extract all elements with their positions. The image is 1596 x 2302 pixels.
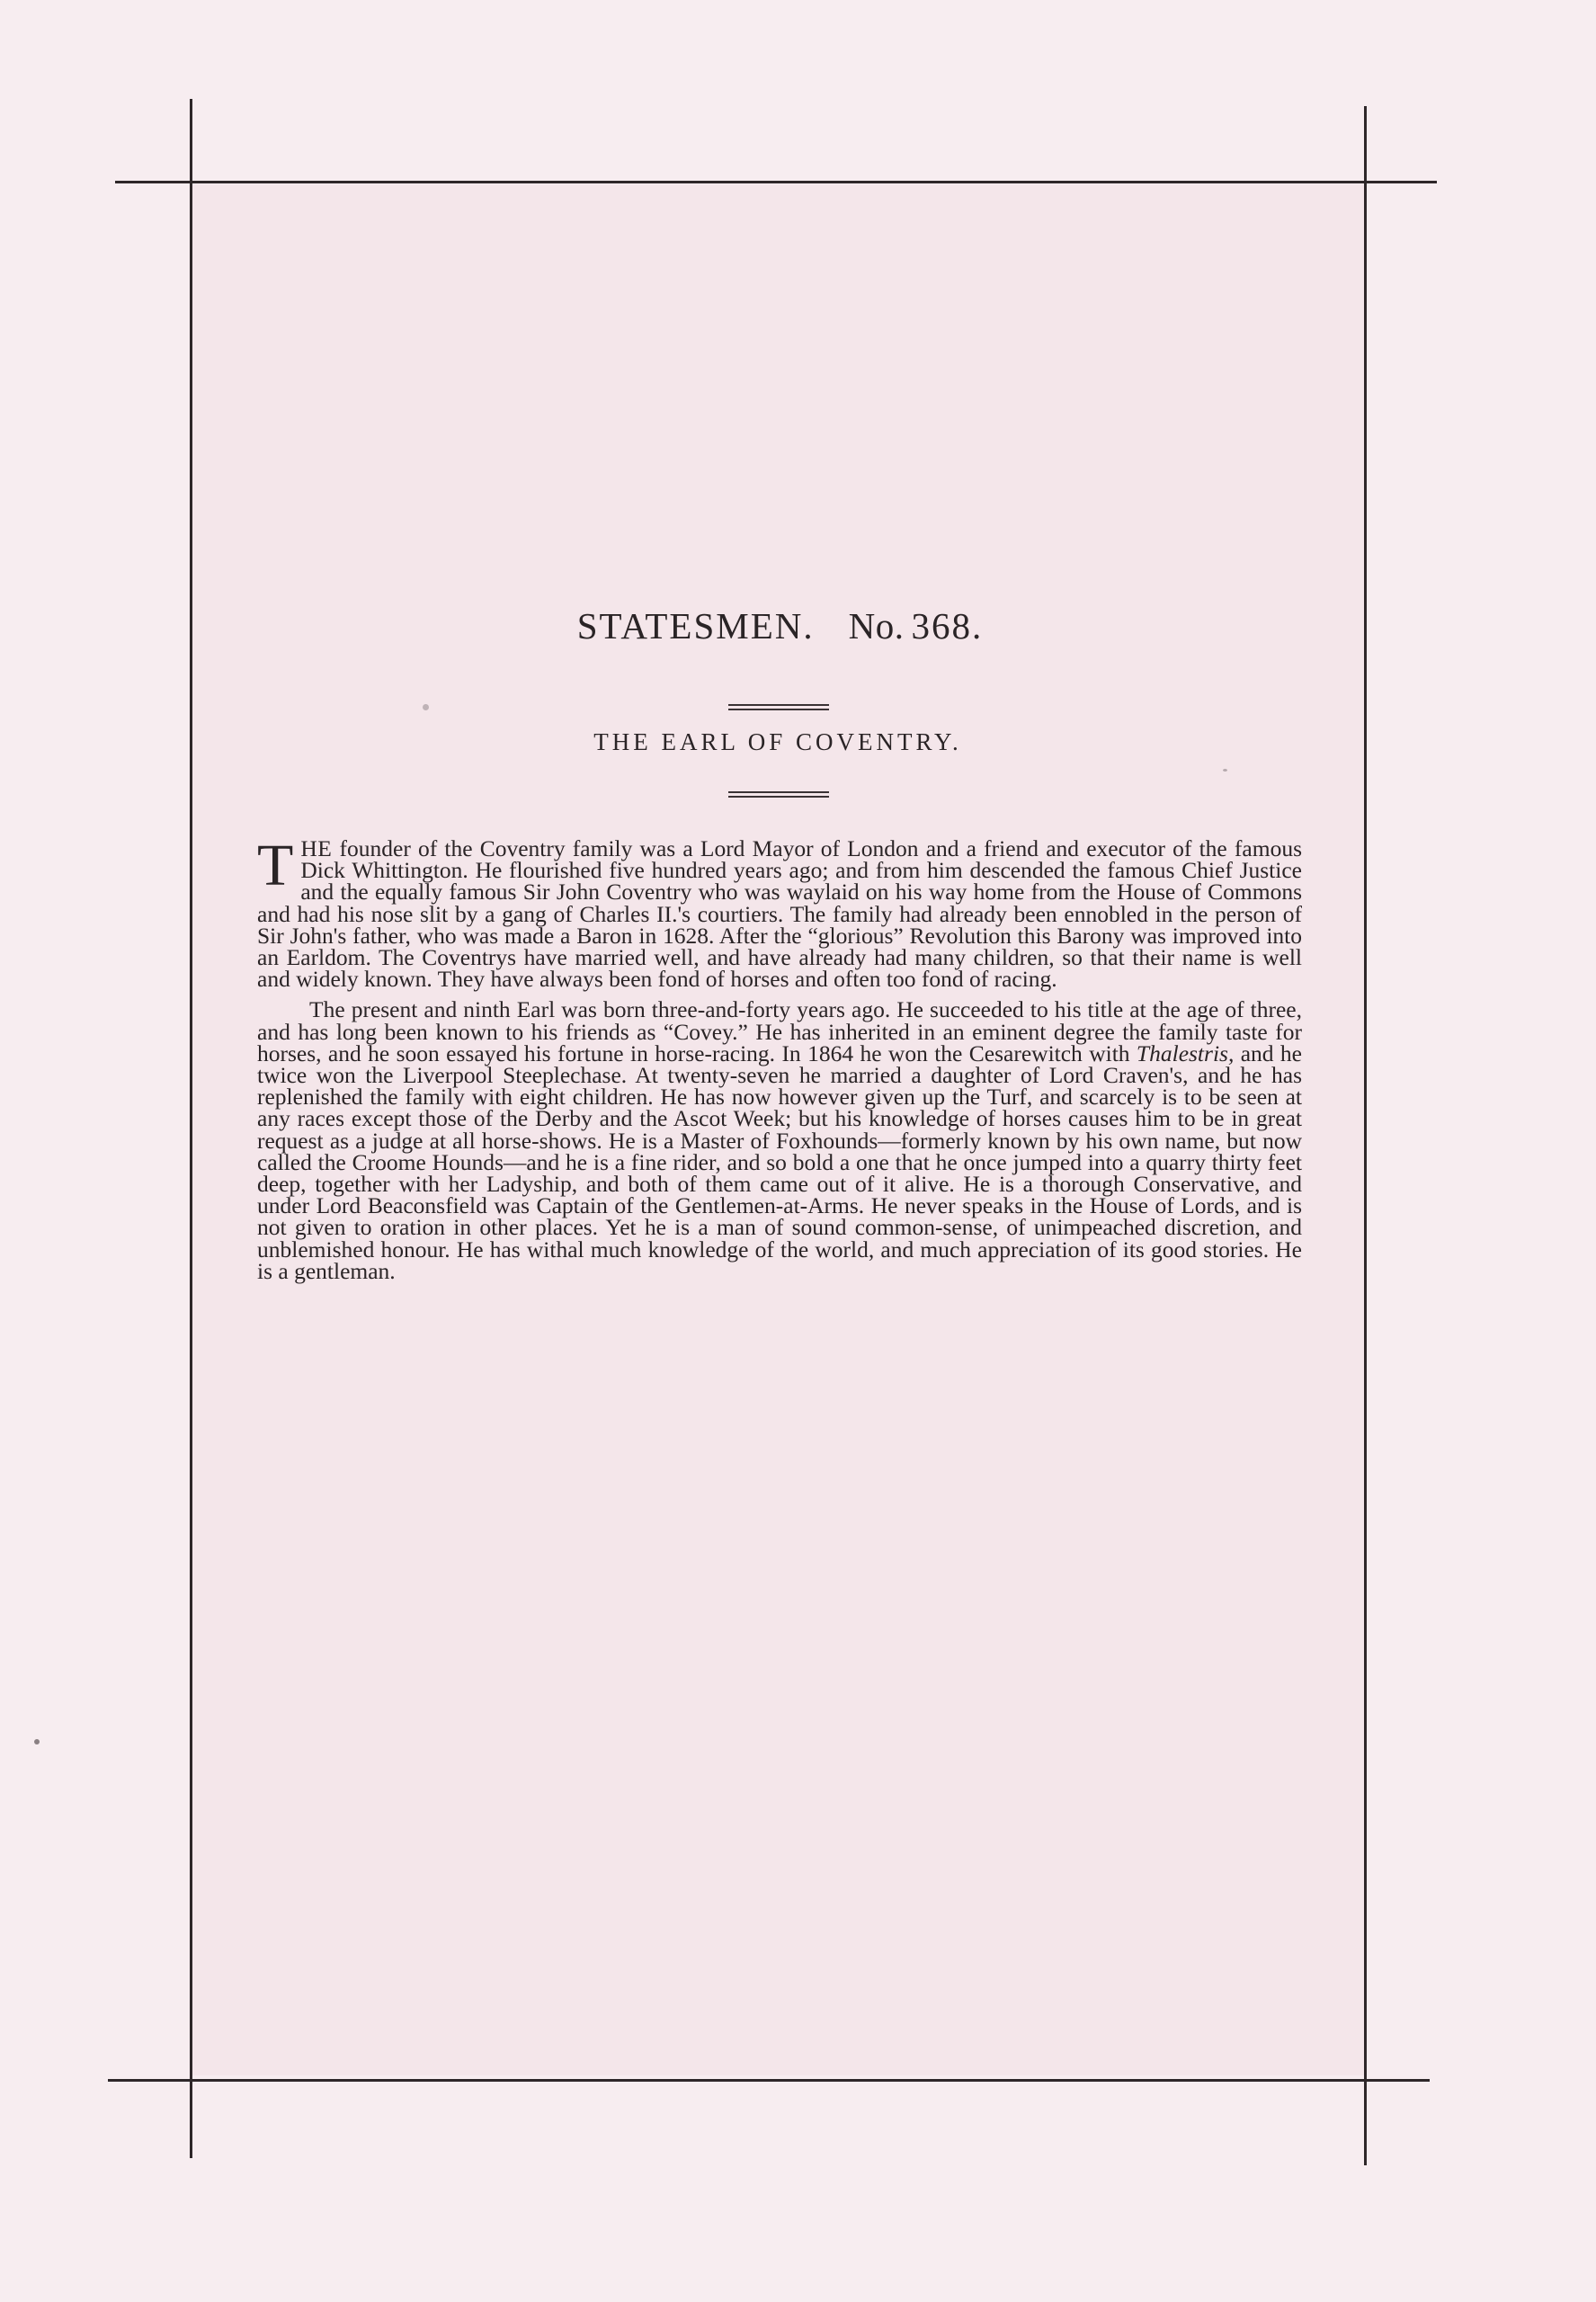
- title-divider: [728, 704, 829, 710]
- paragraph-2: [257, 996, 1302, 1284]
- page-title: [0, 604, 1560, 647]
- paragraph-1: [257, 833, 1302, 993]
- horse-name: Thalestris,: [1136, 1039, 1235, 1066]
- drop-cap: T: [257, 833, 294, 898]
- page-subtitle: THE EARL OF COVENTRY.: [593, 728, 962, 755]
- paragraph-2-text-a: The present and ninth Earl was born three-and-forty years ago. He succeeded to his title at the age of three, and has long been known to his friends as “Covey.” He has inherited in an eminent degree the family taste for horses, and he soon essayed his fortune in horse-racing. In 1864 he won the Cesarewitch with: [257, 996, 1302, 1066]
- paragraph-1-text: founder of the Coventry family was a Lord Mayor of London and a friend and executor of the famous Dick Whittington. He flourished five hundred years ago; and from him descended the famous Chief Justice and the equally famous Sir John Coventry who was waylaid on his way home from the House of Commons and had his nose slit by a gang of Charles II.'s courtiers. The family had already been ennobled in the person of Sir John's father, who was made a Baron in 1628. After the “glorious” Revolution this Barony was improved into an Earldom. The Coventrys have married well, and have already had many children, so that their name is well and widely known. They have always been fond of horses and often too fond of racing.: [257, 835, 1302, 993]
- series-title: STATESMEN.: [576, 605, 815, 647]
- first-word: HE: [300, 835, 333, 861]
- article-body: [257, 833, 1302, 1284]
- frame-bottom-rule: [108, 2079, 1430, 2082]
- number-value: 368.: [911, 605, 984, 647]
- frame-left-rule: [190, 99, 192, 2158]
- paper-speck: [423, 704, 429, 710]
- frame-top-rule: [115, 181, 1437, 183]
- number-label: No.: [848, 605, 905, 647]
- frame-right-rule: [1364, 106, 1367, 2165]
- paper-speck: [1223, 769, 1227, 772]
- paragraph-2-text-b: and he twice won the Liverpool Steeplechase. At twenty-seven he married a daughter of Lord Craven's, and he has replenished the family with eight children. He has now however given up the Turf, and scarcely is to be seen at any races except those of the Derby and the Ascot Week; but his knowledge of horses causes him to be in great request as a judge at all horse-shows. He is a Master of Foxhounds—formerly known by his own name, but now called the Croome Hounds—and he is a fine rider, and so bold a one that he once jumped into a quarry thirty feet deep, together with her Ladyship, and both of them came out of it alive. He is a thorough Conservative, and under Lord Beaconsfield was Captain of the Gentlemen-at-Arms. He never speaks in the House of Lords, and is not given to oration in other places. Yet he is a man of sound common-sense, of unimpeached discretion, and unblemished honour. He has withal much knowledge of the world, and much appreciation of its good stories. He is a gentleman.: [257, 1039, 1302, 1284]
- subtitle-divider: [728, 791, 829, 798]
- paper-speck: [34, 1739, 40, 1744]
